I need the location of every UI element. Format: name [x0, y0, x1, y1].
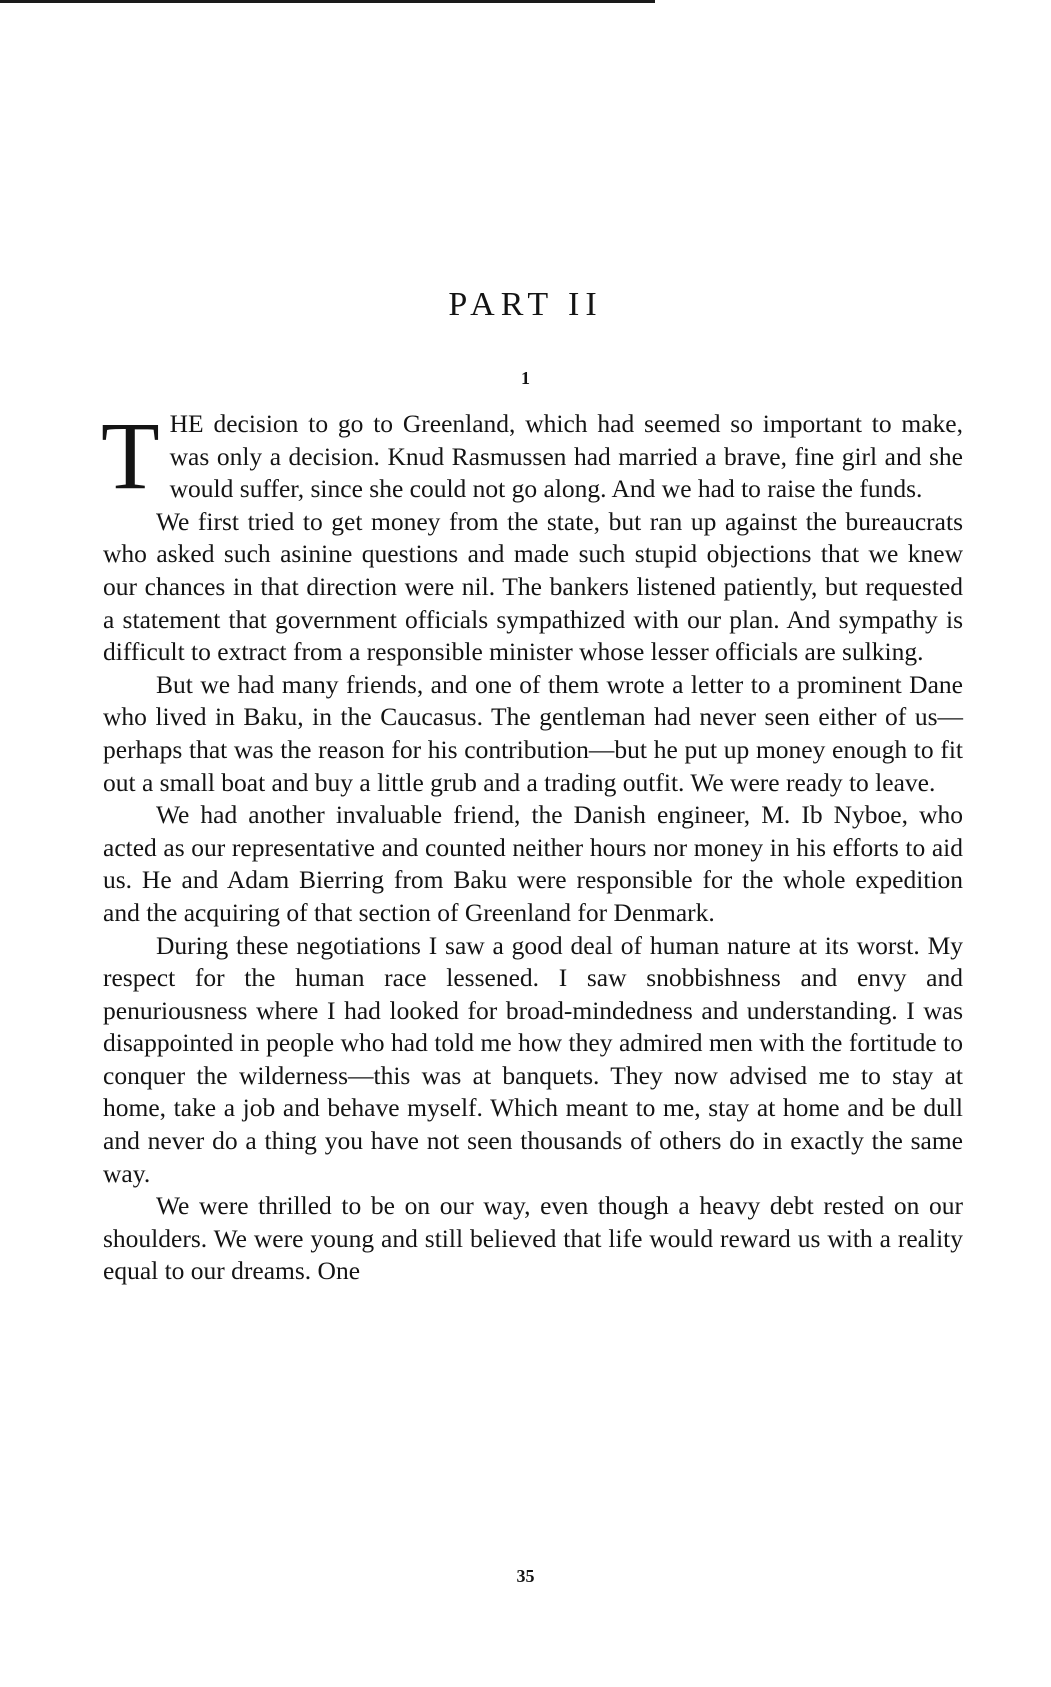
paragraph-6: We were thrilled to be on our way, even though a heavy debt rested on our shoulders. We were young and still believed that life would reward us with a reality equal to our dreams. One [103, 1191, 963, 1286]
paragraph-3: But we had many friends, and one of them wrote a letter to a prominent Dane who lived in Baku, in the Caucasus. The gentleman had never seen either of us—perhaps that was the reason for his contribution—but he put up money enough to fit out a small boat and buy a little grub and a trading outfit. We were ready to leave. [103, 669, 963, 797]
drop-cap: T [101, 402, 160, 509]
body-text [101, 402, 963, 1288]
paragraph-1 [101, 402, 963, 509]
paragraph-1-text: HE decision to go to Greenland, which had seemed so important to make, was only a decision. Knud Rasmussen had married a brave, fine girl and she would suffer, since she could not go along. And we had to raise the funds. [169, 409, 963, 504]
paragraph-5: During these negotiations I saw a good deal of human nature at its worst. My respect for the human race lessened. I saw snobbishness and envy and penuriousness where I had looked for broad-mindedness and understanding. I was disappointed in people who had told me how they admired men with the fortitude to conquer the wilderness—this was at banquets. They now advised me to stay at home, take a job and behave myself. Which meant to me, stay at home and be dull and never do a thing you have not seen thousands of others do in exactly the same way. [103, 930, 963, 1188]
part-heading: PART II [448, 286, 603, 323]
paragraph-2: We first tried to get money from the state, but ran up against the bureaucrats who asked such asinine questions and made such stupid objections that we knew our chances in that direction were nil. The bankers listened patiently, but requested a statement that government officials sympathized with our plan. And sympathy is difficult to extract from a responsible minister whose lesser officials are sulking. [103, 506, 963, 667]
paragraph-4: We had another invaluable friend, the Danish engineer, M. Ib Nyboe, who acted as our representative and counted neither hours nor money in his efforts to aid us. He and Adam Bierring from Baku were responsible for the whole expedition and the acquiring of that section of Greenland for Denmark. [103, 800, 963, 927]
page-number: 35 [516, 1566, 535, 1586]
top-edge-rule [0, 0, 655, 3]
chapter-number: 1 [521, 368, 530, 388]
